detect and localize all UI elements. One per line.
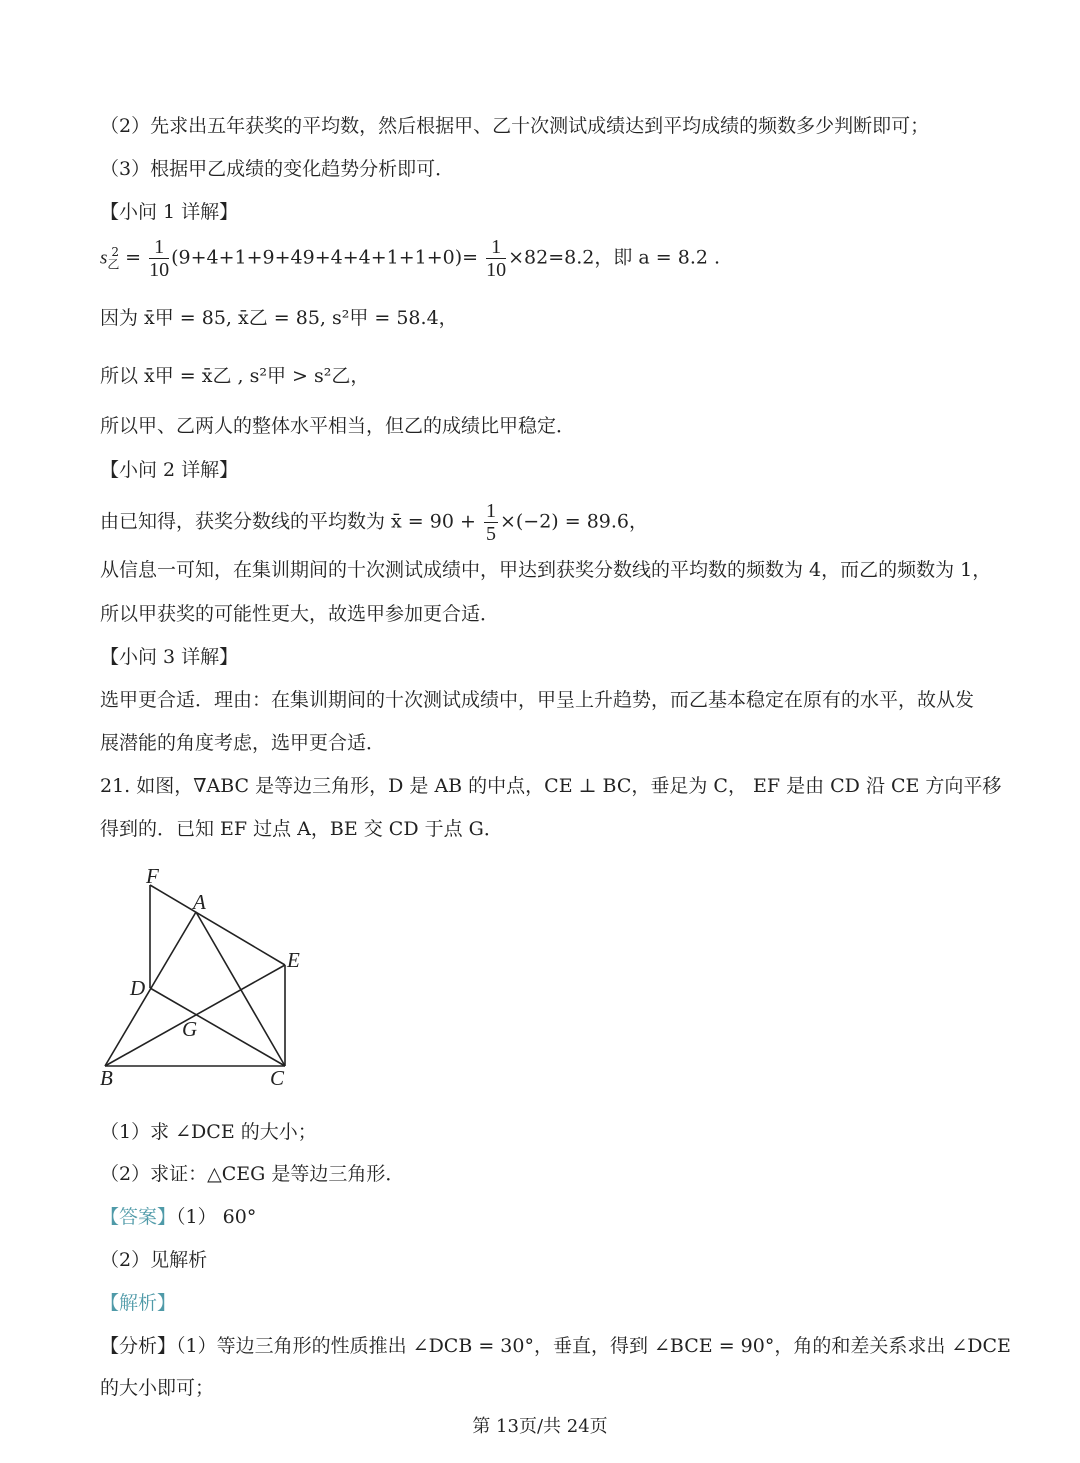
segment-FE (150, 885, 285, 965)
fenxi-tag: 【分析】 (100, 1335, 177, 1357)
comparison-statement: 所以 x̄甲 = x̄乙 , s²甲 > s²乙， (100, 365, 370, 387)
fraction-numerator: 1 (485, 500, 496, 522)
analysis-line-2: 的大小即可； (100, 1377, 215, 1399)
geometry-figure (95, 860, 345, 1095)
fraction-one-fifth (484, 500, 498, 545)
page-footer: 第 13页/共 24页 (472, 1416, 608, 1437)
reason-line-1: 选甲更合适．理由：在集训期间的十次测试成绩中，甲呈上升趋势，而乙基本稳定在原有的水平，故从发 (100, 689, 975, 711)
formula-average (100, 500, 648, 545)
answer-line-2: （2）见解析 (100, 1249, 208, 1271)
variance-superscript: 2 (111, 245, 120, 260)
sum-expression: (9+4+1+9+49+4+4+1+1+0)= (171, 246, 479, 269)
frequency-statement: 从信息一可知，在集训期间的十次测试成绩中，甲达到获奖分数线的平均数的频数为 4，而乙的频数为 1， (100, 559, 992, 581)
label-A: A (193, 890, 206, 914)
fraction-numerator: 1 (149, 236, 169, 259)
average-prefix: 由已知得，获奖分数线的平均数为 x̄ = 90 + (100, 510, 476, 533)
question-21-line-2: 得到的．已知 EF 过点 A，BE 交 CD 于点 G． (100, 818, 503, 840)
fraction-numerator: 1 (486, 236, 506, 259)
fraction-denominator: 10 (149, 259, 170, 281)
label-F: F (146, 864, 159, 888)
analysis-tag: 【解析】 (100, 1292, 177, 1314)
label-D: D (130, 976, 146, 1000)
average-suffix: ×(−2) = 89.6， (499, 510, 649, 533)
step-3-text: （3）根据甲乙成绩的变化趋势分析即可． (100, 158, 455, 180)
label-C: C (270, 1066, 285, 1090)
answer-tag: 【答案】 (100, 1206, 177, 1228)
fraction-denominator: 5 (485, 523, 496, 545)
variance-subscript: 乙 (107, 257, 120, 272)
question-21-line-1: 21. 如图，∇ABC 是等边三角形，D 是 AB 的中点，CE ⊥ BC，垂足为 C， EF 是由 CD 沿 CE 方向平移 (100, 775, 1002, 797)
fraction-one-tenth (149, 236, 169, 281)
formula-variance (100, 236, 720, 281)
label-B: B (100, 1066, 113, 1090)
section-heading-2: 【小问 2 详解】 (100, 459, 239, 481)
label-G: G (182, 1017, 198, 1041)
step-2-text: （2）先求出五年获奖的平均数，然后根据甲、乙十次测试成绩达到平均成绩的频数多少判断即可； (100, 115, 930, 137)
conclusion-2: 所以甲获奖的可能性更大，故选甲参加更合适． (100, 603, 500, 625)
variance-symbol: s (100, 247, 108, 269)
fraction-one-tenth-2 (486, 236, 506, 281)
equals-sign: = (125, 246, 142, 269)
label-E: E (287, 948, 300, 972)
section-heading-1: 【小问 1 详解】 (100, 201, 239, 223)
subquestion-2: （2）求证：△CEG 是等边三角形． (100, 1163, 405, 1185)
product-result: ×82=8.2，即 a = 8.2 . (508, 246, 721, 269)
answer-1-text: （1） 60° (176, 1206, 257, 1228)
mean-statement: 因为 x̄甲 = 85, x̄乙 = 85, s²甲 = 58.4， (100, 307, 458, 329)
conclusion-1: 所以甲、乙两人的整体水平相当，但乙的成绩比甲稳定． (100, 415, 576, 437)
section-heading-3: 【小问 3 详解】 (100, 646, 239, 668)
answer-line-1 (100, 1205, 256, 1230)
segment-DC (150, 988, 285, 1066)
subquestion-1: （1）求 ∠DCE 的大小； (100, 1121, 317, 1143)
reason-line-2: 展潜能的角度考虑，选甲更合适． (100, 732, 386, 754)
fenxi-text: （1）等边三角形的性质推出 ∠DCB = 30°，垂直，得到 ∠BCE = 90°，角的和差关系求出 ∠DCE (176, 1335, 1011, 1357)
analysis-line-1 (100, 1334, 1011, 1359)
fraction-denominator: 10 (486, 259, 507, 281)
segment-AC (196, 912, 285, 1066)
